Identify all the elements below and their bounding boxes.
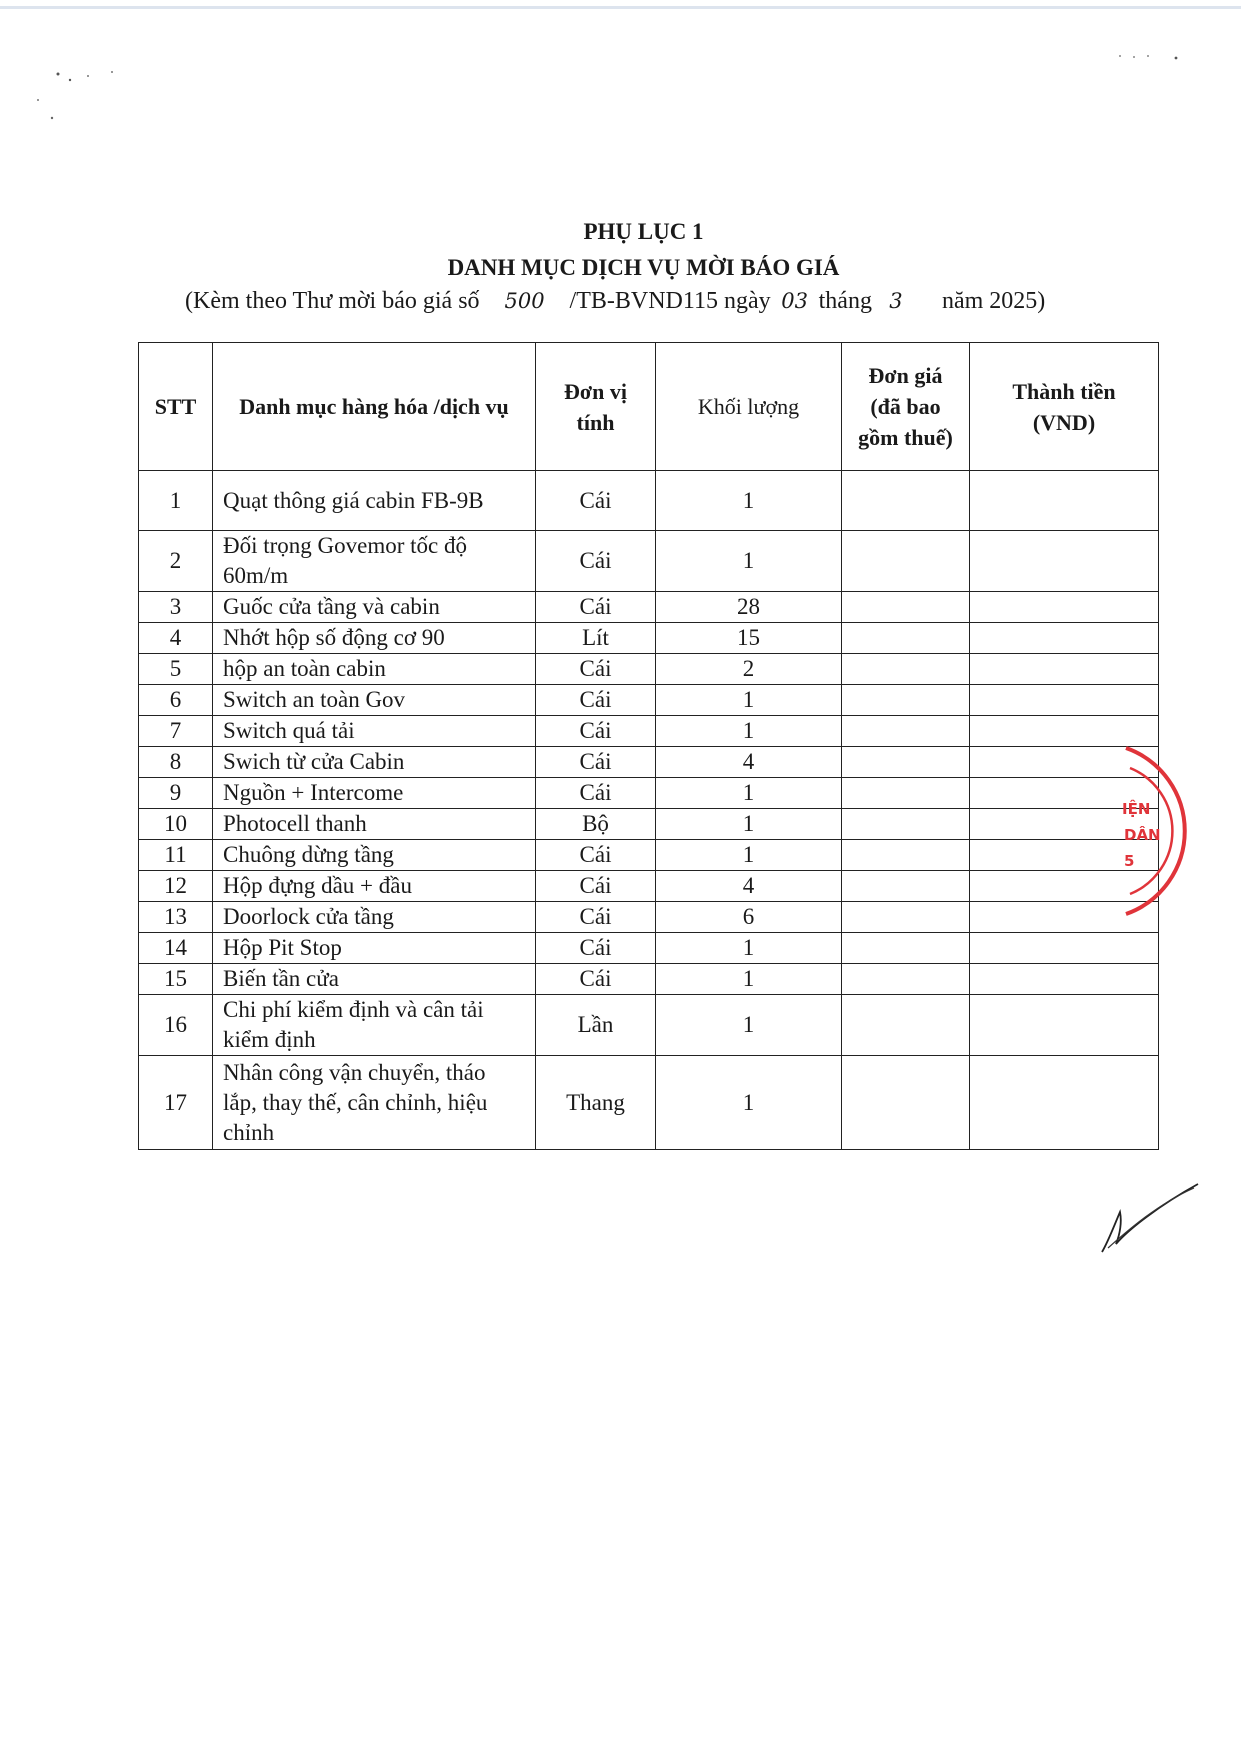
table-row: [139, 1056, 1159, 1150]
cell-price: [842, 902, 970, 933]
cell-stt: 17: [139, 1056, 213, 1150]
cell-stt: 9: [139, 778, 213, 809]
header-unit: Đơn vị tính: [536, 343, 656, 471]
cell-unit: Cái: [536, 716, 656, 747]
header-stt: STT: [139, 343, 213, 471]
cell-unit: Thang: [536, 1056, 656, 1150]
cell-qty: 6: [656, 902, 842, 933]
cell-stt: 10: [139, 809, 213, 840]
cell-item: Hộp đựng dầu + đầu: [213, 871, 536, 902]
table-row: [139, 778, 1159, 809]
cell-item: Guốc cửa tầng và cabin: [213, 592, 536, 623]
cell-price: [842, 747, 970, 778]
header-price: Đơn giá (đã bao gồm thuế): [842, 343, 970, 471]
header-total: Thành tiền (VND): [970, 343, 1159, 471]
cell-item: Photocell thanh: [213, 809, 536, 840]
cell-total: [970, 623, 1159, 654]
cell-price: [842, 809, 970, 840]
cell-total: [970, 1056, 1159, 1150]
cell-qty: 15: [656, 623, 842, 654]
reference-mid: /TB-BVND115 ngày: [569, 288, 771, 314]
year-text: năm 2025): [941, 288, 1046, 314]
cell-item: Quạt thông giá cabin FB-9B: [213, 471, 536, 531]
cell-price: [842, 871, 970, 902]
cell-item: Nhân công vận chuyển, tháo lắp, thay thế, cân chỉnh, hiệu chỉnh: [213, 1056, 536, 1150]
cell-price: [842, 1056, 970, 1150]
document-title: DANH MỤC DỊCH VỤ MỜI BÁO GIÁ: [447, 255, 840, 280]
cell-qty: 1: [656, 778, 842, 809]
table-row: [139, 592, 1159, 623]
table-row: [139, 654, 1159, 685]
handwritten-doc-number: 500: [504, 289, 545, 313]
cell-qty: 28: [656, 592, 842, 623]
cell-stt: 4: [139, 623, 213, 654]
header-item: Danh mục hàng hóa /dịch vụ: [213, 343, 536, 471]
cell-price: [842, 685, 970, 716]
cell-total: [970, 933, 1159, 964]
scan-specks-right: [1110, 48, 1190, 68]
cell-unit: Cái: [536, 471, 656, 531]
table-row: [139, 840, 1159, 871]
cell-unit: Cái: [536, 902, 656, 933]
cell-total: [970, 654, 1159, 685]
appendix-title: PHỤ LỤC 1: [583, 219, 704, 244]
scan-specks: [30, 60, 130, 130]
cell-item: Doorlock cửa tầng: [213, 902, 536, 933]
scan-edge: [0, 6, 1241, 9]
cell-stt: 8: [139, 747, 213, 778]
cell-price: [842, 840, 970, 871]
cell-stt: 3: [139, 592, 213, 623]
handwritten-month: 3: [889, 289, 903, 313]
cell-qty: 1: [656, 471, 842, 531]
table-row: [139, 902, 1159, 933]
cell-price: [842, 778, 970, 809]
cell-item: Hộp Pit Stop: [213, 933, 536, 964]
cell-stt: 16: [139, 995, 213, 1056]
cell-item: Đối trọng Govemor tốc độ 60m/m: [213, 531, 536, 592]
cell-total: [970, 471, 1159, 531]
stamp-text-3: 5: [1124, 852, 1135, 870]
table-row: [139, 964, 1159, 995]
cell-stt: 15: [139, 964, 213, 995]
cell-item: Chi phí kiểm định và cân tải kiểm định: [213, 995, 536, 1056]
cell-stt: 2: [139, 531, 213, 592]
cell-unit: Cái: [536, 840, 656, 871]
cell-stt: 7: [139, 716, 213, 747]
table-row: [139, 531, 1159, 592]
cell-price: [842, 471, 970, 531]
cell-unit: Cái: [536, 871, 656, 902]
cell-total: [970, 995, 1159, 1056]
table-row: [139, 747, 1159, 778]
cell-qty: 1: [656, 964, 842, 995]
cell-price: [842, 716, 970, 747]
cell-stt: 1: [139, 471, 213, 531]
cell-item: Chuông dừng tầng: [213, 840, 536, 871]
cell-qty: 1: [656, 531, 842, 592]
cell-total: [970, 964, 1159, 995]
table-row: [139, 809, 1159, 840]
cell-price: [842, 531, 970, 592]
cell-qty: 1: [656, 809, 842, 840]
cell-item: hộp an toàn cabin: [213, 654, 536, 685]
month-label: tháng: [818, 288, 872, 314]
cell-unit: Cái: [536, 778, 656, 809]
cell-total: [970, 592, 1159, 623]
reference-prefix: (Kèm theo Thư mời báo giá số: [185, 288, 480, 314]
table-row: [139, 871, 1159, 902]
cell-stt: 6: [139, 685, 213, 716]
cell-price: [842, 933, 970, 964]
cell-stt: 14: [139, 933, 213, 964]
table-row: [139, 995, 1159, 1056]
handwritten-day: 03: [781, 289, 808, 313]
table-row: [139, 933, 1159, 964]
cell-qty: 1: [656, 1056, 842, 1150]
cell-unit: Cái: [536, 531, 656, 592]
cell-total: [970, 685, 1159, 716]
cell-stt: 13: [139, 902, 213, 933]
table-row: [139, 623, 1159, 654]
cell-item: Nguồn + Intercome: [213, 778, 536, 809]
cell-qty: 1: [656, 840, 842, 871]
cell-unit: Cái: [536, 685, 656, 716]
cell-qty: 1: [656, 685, 842, 716]
table-row: [139, 471, 1159, 531]
cell-item: Switch an toàn Gov: [213, 685, 536, 716]
reference-line: [185, 288, 1045, 315]
stamp-text-1: IỆN: [1122, 800, 1151, 818]
cell-unit: Bộ: [536, 809, 656, 840]
cell-stt: 12: [139, 871, 213, 902]
cell-unit: Lít: [536, 623, 656, 654]
cell-price: [842, 592, 970, 623]
table-row: [139, 716, 1159, 747]
cell-qty: 4: [656, 871, 842, 902]
cell-unit: Cái: [536, 592, 656, 623]
table-row: [139, 685, 1159, 716]
cell-unit: Lần: [536, 995, 656, 1056]
cell-qty: 1: [656, 995, 842, 1056]
cell-price: [842, 623, 970, 654]
cell-qty: 4: [656, 747, 842, 778]
cell-qty: 1: [656, 933, 842, 964]
cell-total: [970, 531, 1159, 592]
cell-item: Nhớt hộp số động cơ 90: [213, 623, 536, 654]
cell-price: [842, 995, 970, 1056]
cell-item: Biến tần cửa: [213, 964, 536, 995]
header-qty: Khối lượng: [656, 343, 842, 471]
cell-price: [842, 654, 970, 685]
table-header-row: [139, 343, 1159, 471]
cell-qty: 1: [656, 716, 842, 747]
cell-unit: Cái: [536, 964, 656, 995]
cell-item: Swich từ cửa Cabin: [213, 747, 536, 778]
cell-price: [842, 964, 970, 995]
cell-unit: Cái: [536, 933, 656, 964]
red-seal-stamp: [1112, 738, 1212, 923]
cell-stt: 11: [139, 840, 213, 871]
cell-qty: 2: [656, 654, 842, 685]
handwritten-signature: [1098, 1182, 1202, 1256]
stamp-text-2: DÂN: [1124, 826, 1161, 844]
cell-item: Switch quá tải: [213, 716, 536, 747]
items-table: [138, 342, 1159, 1150]
cell-unit: Cái: [536, 747, 656, 778]
cell-unit: Cái: [536, 654, 656, 685]
cell-stt: 5: [139, 654, 213, 685]
